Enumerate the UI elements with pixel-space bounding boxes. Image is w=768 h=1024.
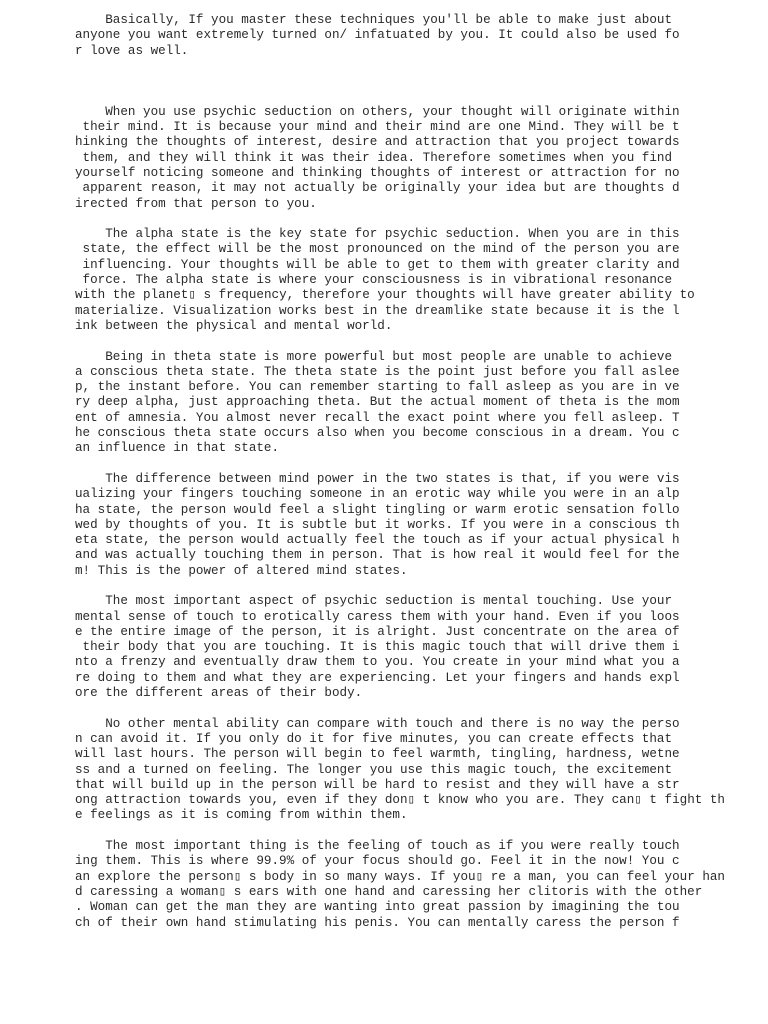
- text-line: The most important aspect of psychic seduction is mental touching. Use your: [75, 594, 673, 609]
- text-line: The alpha state is the key state for psychic seduction. When you are in this: [75, 227, 680, 242]
- text-line: ualizing your fingers touching someone in an erotic way while you were in an alp: [75, 487, 680, 502]
- text-line: ha state, the person would feel a slight tingling or warm erotic sensation follo: [75, 502, 680, 517]
- paragraph: [75, 472, 685, 579]
- text-line: apparent reason, it may not actually be originally your idea but are thoughts d: [75, 181, 680, 196]
- text-line: mental sense of touch to erotically caress them with your hand. Even if you loos: [75, 609, 680, 624]
- text-line: When you use psychic seduction on others, your thought will originate within: [75, 104, 680, 119]
- text-line: them, and they will think it was their idea. Therefore sometimes when you find: [75, 150, 673, 165]
- paragraph: [75, 594, 685, 701]
- text-line: that will build up in the person will be hard to resist and they will have a str: [75, 777, 680, 792]
- text-line: No other mental ability can compare with touch and there is no way the perso: [75, 716, 680, 731]
- paragraph: [75, 227, 695, 334]
- text-line: ss and a turned on feeling. The longer you use this magic touch, the excitement: [75, 762, 673, 777]
- text-line: m! This is the power of altered mind states.: [75, 563, 408, 578]
- text-line: irected from that person to you.: [75, 196, 317, 211]
- text-line: state, the effect will be the most pronounced on the mind of the person you are: [75, 242, 680, 257]
- text-line: influencing. Your thoughts will be able to get to them with greater clarity and: [75, 257, 680, 272]
- text-line: anyone you want extremely turned on/ infatuated by you. It could also be used fo: [75, 28, 680, 43]
- paragraph: [75, 350, 685, 457]
- text-line: and was actually touching them in person. That is how real it would feel for the: [75, 548, 680, 563]
- text-line: n can avoid it. If you only do it for five minutes, you can create effects that: [75, 731, 673, 746]
- text-line: force. The alpha state is where your consciousness is in vibrational resonance: [75, 273, 673, 288]
- text-line: e the entire image of the person, it is alright. Just concentrate on the area of: [75, 624, 680, 639]
- text-line: their mind. It is because your mind and their mind are one Mind. They will be t: [75, 120, 680, 135]
- text-line: wed by thoughts of you. It is subtle but it works. If you were in a conscious th: [75, 517, 680, 532]
- text-line: p, the instant before. You can remember starting to fall asleep as you are in ve: [75, 380, 680, 395]
- text-line: Basically, If you master these techniques you'll be able to make just about: [75, 13, 673, 27]
- text-line: materialize. Visualization works best in the dreamlike state because it is the l: [75, 303, 680, 318]
- paragraph: [75, 716, 725, 824]
- text-line: . Woman can get the man they are wanting into great passion by imagining the tou: [75, 900, 680, 915]
- text-line: The difference between mind power in the two states is that, if you were vis: [75, 471, 680, 486]
- text-line: ing them. This is where 99.9% of your focus should go. Feel it in the now! You c: [75, 854, 680, 869]
- text-line: ore the different areas of their body.: [75, 686, 363, 701]
- text-line: nto a frenzy and eventually draw them to you. You create in your mind what you a: [75, 655, 680, 670]
- text-line: their body that you are touching. It is this magic touch that will drive them i: [75, 640, 680, 655]
- text-line: he conscious theta state occurs also when you become conscious in a dream. You c: [75, 426, 680, 441]
- text-line: with the planet▯ s frequency, therefore your thoughts will have greater ability to: [75, 288, 695, 303]
- text-line: ch of their own hand stimulating his penis. You can mentally caress the person f: [75, 915, 680, 930]
- text-line: ink between the physical and mental world.: [75, 318, 393, 333]
- text-line: d caressing a woman▯ s ears with one hand and caressing her clitoris with the other: [75, 884, 703, 899]
- text-line: eta state, the person would actually feel the touch as if your actual physical h: [75, 533, 680, 548]
- text-line: re doing to them and what they are experiencing. Let your fingers and hands expl: [75, 670, 680, 685]
- text-line: hinking the thoughts of interest, desire and attraction that you project towards: [75, 135, 680, 150]
- text-line: ent of amnesia. You almost never recall the exact point where you fell asleep. T: [75, 410, 680, 425]
- paragraph: [75, 13, 685, 59]
- paragraph: [75, 839, 725, 931]
- text-line: ry deep alpha, just approaching theta. But the actual moment of theta is the mom: [75, 395, 680, 410]
- text-line: The most important thing is the feeling of touch as if you were really touch: [75, 839, 680, 854]
- document-page: [75, 13, 725, 946]
- text-line: will last hours. The person will begin to feel warmth, tingling, hardness, wetne: [75, 747, 680, 762]
- text-line: ong attraction towards you, even if they don▯ t know who you are. They can▯ t fight th: [75, 793, 725, 808]
- text-line: yourself noticing someone and thinking thoughts of interest or attraction for no: [75, 165, 680, 180]
- text-line: e feelings as it is coming from within them.: [75, 808, 408, 823]
- text-line: an explore the person▯ s body in so many ways. If you▯ re a man, you can feel your han: [75, 869, 725, 884]
- paragraph: [75, 105, 685, 212]
- text-line: a conscious theta state. The theta state is the point just before you fall aslee: [75, 364, 680, 379]
- text-line: Being in theta state is more powerful but most people are unable to achieve: [75, 349, 673, 364]
- text-line: r love as well.: [75, 43, 189, 58]
- text-line: an influence in that state.: [75, 441, 280, 456]
